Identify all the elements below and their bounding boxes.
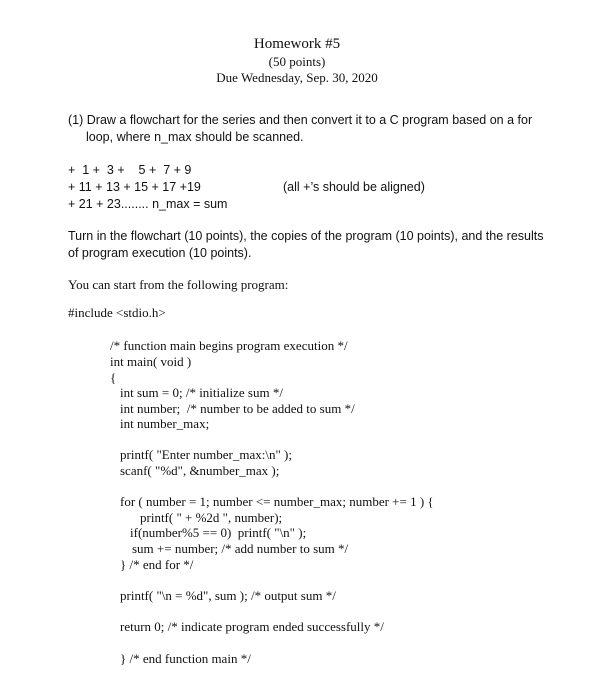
include-line: #include <stdio.h> [68, 305, 166, 320]
code-line: printf( "\n = %d", sum ); /* output sum */ [120, 588, 336, 603]
turnin-line-1: Turn in the flowchart (10 points), the copies of the program (10 points), and the results [68, 229, 544, 243]
points-subtitle: (50 points) [268, 54, 326, 69]
start-instruction: You can start from the following program: [68, 277, 289, 292]
homework-title: Homework #5 [253, 36, 341, 52]
question-line-2: loop, where n_max should be scanned. [86, 130, 304, 144]
code-line: printf( " + %2d ", number); [140, 510, 283, 525]
due-date: Due Wednesday, Sep. 30, 2020 [216, 70, 378, 85]
code-line: int sum = 0; /* initialize sum */ [120, 385, 283, 400]
code-line: } /* end for */ [120, 557, 194, 572]
series-row-2: + 11 + 13 + 15 + 17 +19 [68, 180, 201, 194]
code-line: for ( number = 1; number <= number_max; number += 1 ) { [120, 494, 434, 509]
series-row-1: + 1 + 3 + 5 + 7 + 9 [68, 163, 192, 177]
series-note: (all +’s should be aligned) [283, 180, 425, 194]
code-line: int number_max; [120, 416, 210, 431]
code-line: sum += number; /* add number to sum */ [132, 541, 349, 556]
code-line: scanf( "%d", &number_max ); [120, 463, 280, 478]
code-line: printf( "Enter number_max:\n" ); [120, 447, 292, 462]
turnin-line-2: of program execution (10 points). [68, 246, 252, 260]
code-line: } /* end function main */ [120, 651, 251, 666]
series-row-3: + 21 + 23........ n_max = sum [68, 197, 228, 211]
code-line: { [110, 370, 117, 385]
question-line-1: (1) Draw a flowchart for the series and then convert it to a C program based on a for [68, 113, 533, 127]
code-line: int main( void ) [110, 354, 192, 369]
code-line: int number; /* number to be added to sum */ [120, 401, 355, 416]
code-line: return 0; /* indicate program ended successfully */ [120, 619, 384, 634]
code-line: /* function main begins program execution */ [110, 338, 348, 353]
code-line: if(number%5 == 0) printf( "\n" ); [130, 525, 307, 540]
